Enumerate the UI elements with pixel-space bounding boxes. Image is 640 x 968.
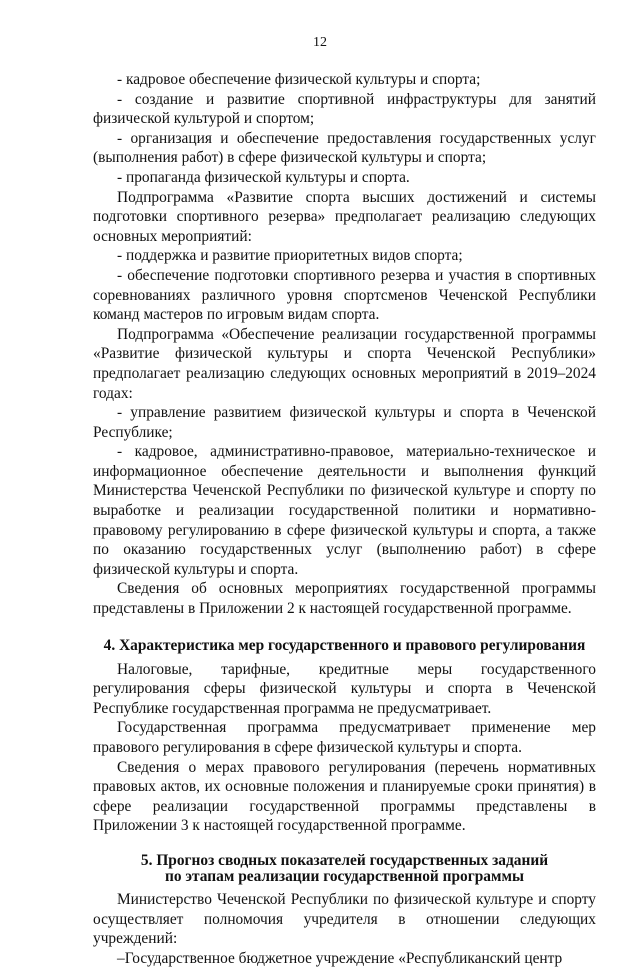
paragraph-legal-regulation: Государственная программа предусматривает применение мер правового регулирования в сфере физической культуры и спорта.	[93, 719, 596, 756]
paragraph-subprogram-elite-sport: Подпрограмма «Развитие спорта высших достижений и системы подготовки спортивного резерва» предполагает реализацию следующих основных мероприятий:	[93, 188, 596, 245]
section-4-heading: 4. Характеристика мер государственного и правового регулирования	[103, 636, 586, 654]
paragraph-institution-item: –Государственное бюджетное учреждение «Республиканский центр	[117, 949, 563, 967]
paragraph-promotion: - пропаганда физической культуры и спорта.	[117, 168, 410, 186]
section-5-heading-line-2: по этапам реализации государственной программы	[165, 867, 524, 885]
paragraph-public-services: - организация и обеспечение предоставления государственных услуг (выполнения работ) в сфере физической культуры и спорта;	[93, 129, 596, 167]
section-spacer	[93, 836, 596, 853]
paragraph-management: - управление развитием физической культуры и спорта в Чеченской Республике;	[93, 404, 596, 441]
paragraph-founder-powers: Министерство Чеченской Республики по физической культуре и спорту осуществляет полномочия учредителя в отношении следующих учреждений:	[93, 890, 596, 948]
paragraph-sports-reserve: - обеспечение подготовки спортивного резерва и участия в спортивных соревнованиях различного уровня спортсменов Чеченской Республики команд мастеров по игровым видам спорта.	[93, 266, 596, 324]
paragraph-priority-sports: - поддержка и развитие приоритетных видов спорта;	[117, 247, 463, 265]
paragraph-appendix-2-reference: Сведения об основных мероприятиях государственной программы представлены в Приложении 2 к настоящей государственной программе.	[93, 580, 596, 618]
section-5-heading-line-1: 5. Прогноз сводных показателей государственных заданий	[140, 851, 549, 869]
paragraph-staffing: - кадровое обеспечение физической культуры и спорта;	[117, 71, 481, 88]
section-spacer	[93, 619, 596, 638]
paragraph-ministry-support: - кадровое, административно-правовое, материально-техническое и информационное обеспечение деятельности и выполнения функций Министерства Чеченской Республики по физической культуре и спорту по выработке и реализации государственной политики и нормативно-правовому регулированию в сфере физической культуры и спорта, а также по оказанию государственных услуг (выполнению работ) в сфере физической культуры и спорта.	[93, 443, 596, 578]
page-number: 12	[313, 35, 327, 50]
paragraph-subprogram-implementation: Подпрограмма «Обеспечение реализации государственной программы «Развитие физической культуры и спорта Чеченской Республики» предполагает реализацию следующих основных мероприятий в 2019–2024 годах:	[93, 325, 596, 402]
document-body	[93, 70, 596, 968]
paragraph-tax-measures: Налоговые, тарифные, кредитные меры государственного регулирования сферы физической культуры и спорта в Чеченской Республике государственная программа не предусматривает.	[93, 660, 596, 717]
paragraph-infrastructure: - создание и развитие спортивной инфраструктуры для занятий физической культурой и спортом;	[93, 90, 596, 128]
paragraph-appendix-3-reference: Сведения о мерах правового регулирования (перечень нормативных правовых актов, их основные положения и планируемые сроки принятия) в сфере реализации государственной программы представлены в Приложении 3 к настоящей государственной программе.	[93, 758, 596, 835]
